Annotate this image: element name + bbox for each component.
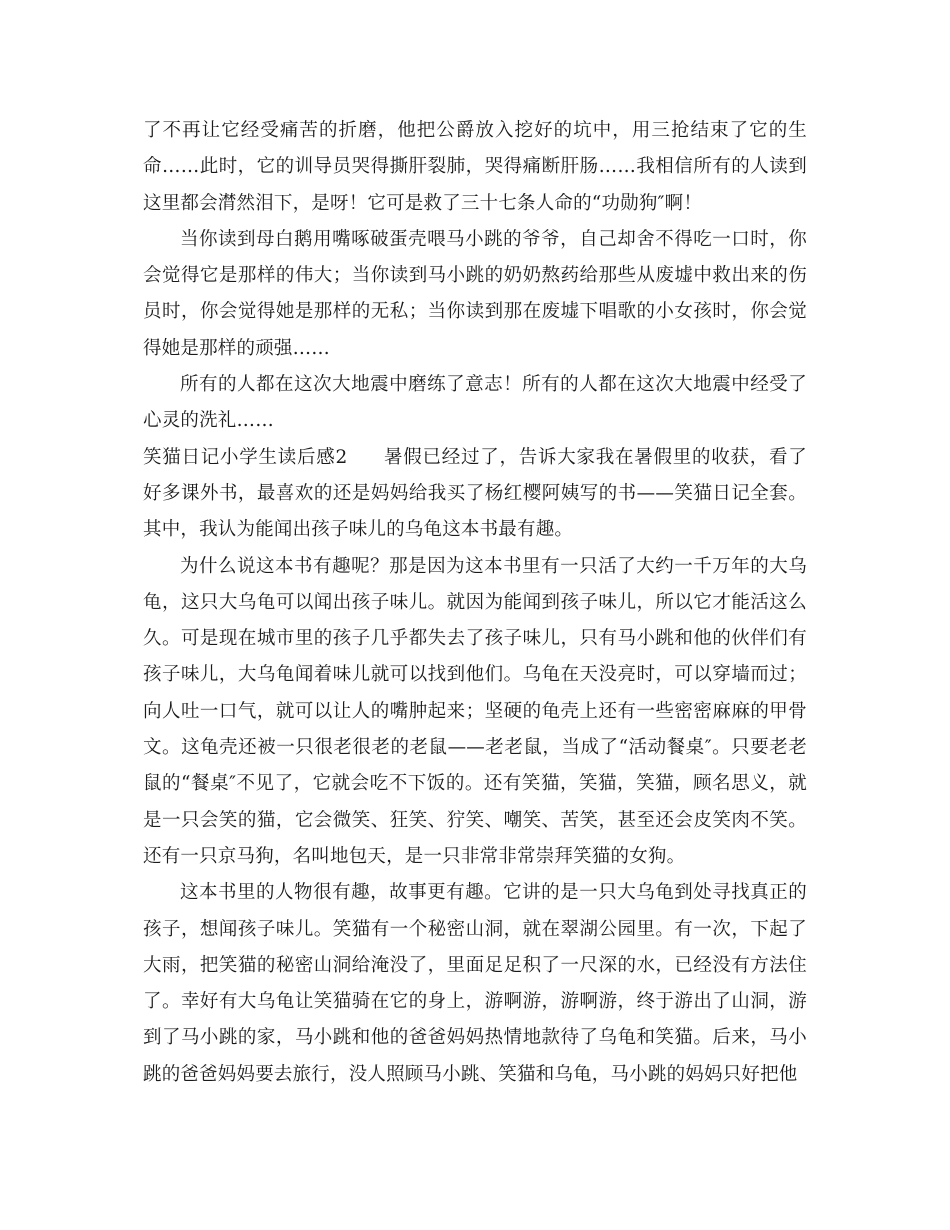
section-title: 笑猫日记小学生读后感2 [143,446,348,468]
document-body [143,113,807,1093]
paragraph-5: 为什么说这本书有趣呢？那是因为这本书里有一只活了大约一千万年的大乌龟，这只大乌龟可以闻出孩子味儿。就因为能闻到孩子味儿，所以它才能活这么久。可是现在城市里的孩子几乎都失去了孩子味儿，只有马小跳和他的伙伴们有孩子味儿，大乌龟闻着味儿就可以找到他们。乌龟在天没亮时，可以穿墙而过；向人吐一口气，就可以让人的嘴肿起来；坚硬的龟壳上还有一些密密麻麻的甲骨文。这龟壳还被一只很老很老的老鼠——老老鼠，当成了“活动餐桌″。只要老老鼠的“餐桌″不见了，它就会吃不下饭的。还有笑猫，笑猫，笑猫，顾名思义，就是一只会笑的猫，它会微笑、狂笑、狞笑、嘲笑、苦笑，甚至还会皮笑肉不笑。还有一只京马狗，名叫地包天，是一只非常非常崇拜笑猫的女狗。 [143,555,807,867]
paragraph-2: 当你读到母白鹅用嘴啄破蛋壳喂马小跳的爷爷，自己却舍不得吃一口时，你会觉得它是那样的伟大；当你读到马小跳的奶奶熬药给那些从废墟中救出来的伤员时，你会觉得她是那样的无私；当你读到那在废墟下唱歌的小女孩时，你会觉得她是那样的顽强…… [143,228,807,359]
paragraph-1: 了不再让它经受痛苦的折磨，他把公爵放入挖好的坑中，用三抢结束了它的生命……此时，它的训导员哭得撕肝裂肺，哭得痛断肝肠……我相信所有的人读到这里都会潸然泪下，是呀！它可是救了三十七条人命的“功勋狗″啊！ [143,120,807,214]
paragraph-3: 所有的人都在这次大地震中磨练了意志！所有的人都在这次大地震中经受了心灵的洗礼…… [143,374,807,432]
section-title-paragraph [143,440,807,549]
paragraph-6: 这本书里的人物很有趣，故事更有趣。它讲的是一只大乌龟到处寻找真正的孩子，想闻孩子味儿。笑猫有一个秘密山洞，就在翠湖公园里。有一次，下起了大雨，把笑猫的秘密山洞给淹没了，里面足足积了一尺深的水，已经没有方法住了。幸好有大乌龟让笑猫骑在它的身上，游啊游，游啊游，终于游出了山洞，游到了马小跳的家，马小跳和他的爸爸妈妈热情地款待了乌龟和笑猫。后来，马小跳的爸爸妈妈要去旅行，没人照顾马小跳、笑猫和乌龟，马小跳的妈妈只好把他 [143,882,807,1085]
section-first-paragraph: 暑假已经过了，告诉大家我在暑假里的收获，看了好多课外书，最喜欢的还是妈妈给我买了杨红樱阿姨写的书——笑猫日记全套。其中，我认为能闻出孩子味儿的乌龟这本书最有趣。 [143,446,807,541]
